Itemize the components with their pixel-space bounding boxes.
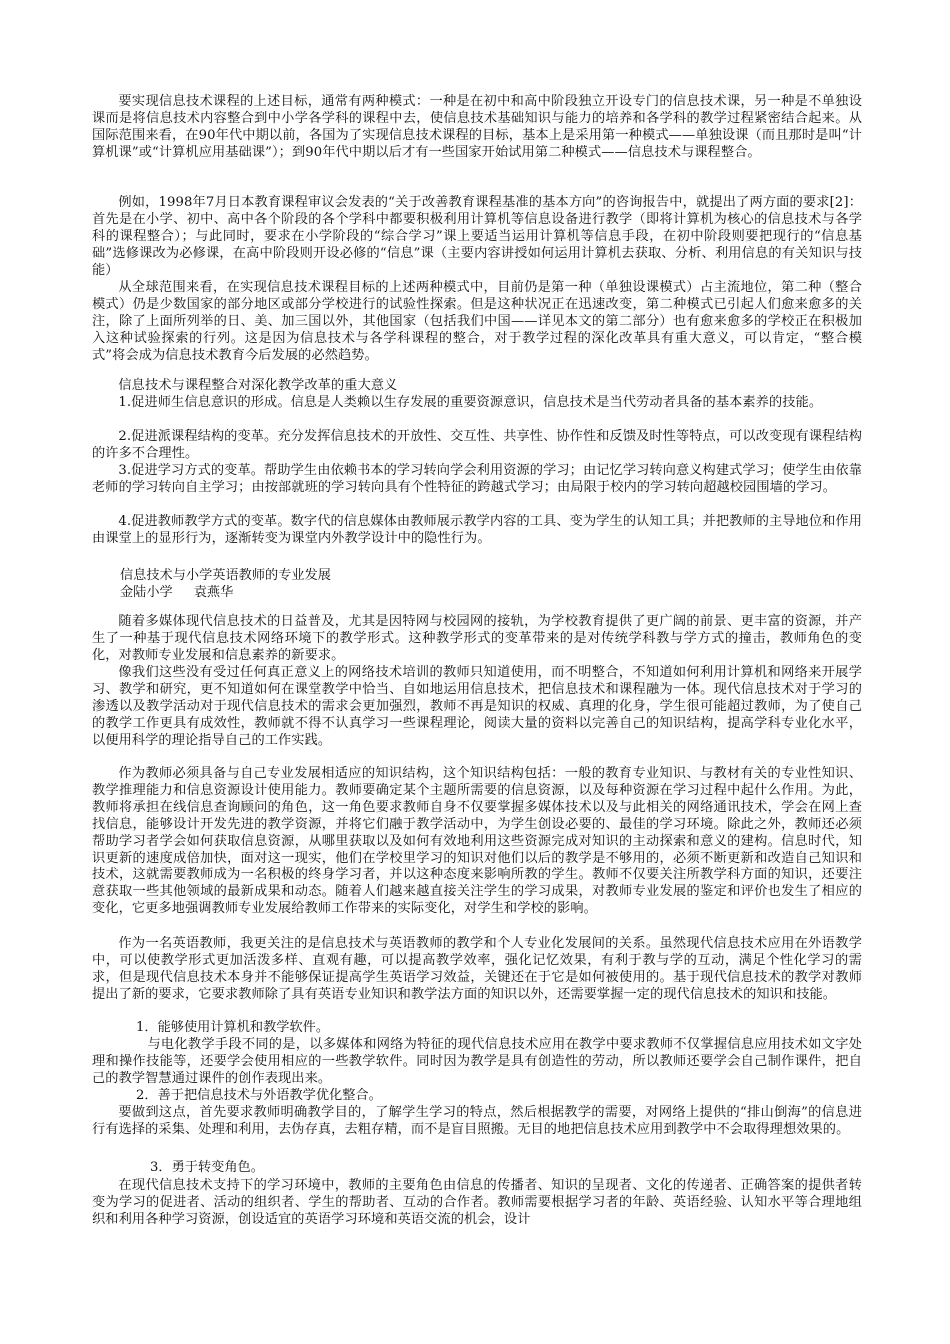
- point-3: 3.促进学习方式的变革。帮助学生由依赖书本的学习转向学会利用资源的学习；由记忆学习转向意义构建式学习；使学生由依靠老师的学习转向自主学习；由按部就班的学习转向具有个性特征的跨越式学习；由局限于校内的学习转向超越校园围墙的学习。: [92, 463, 862, 495]
- point-2: 2.促进派课程结构的变革。充分发挥信息技术的开放性、交互性、共享性、协作性和反馈及时性等特点，可以改变现有课程结构的许多不合理性。: [92, 429, 862, 461]
- subheading-2: 2．善于把信息技术与外语教学优化整合。: [136, 1088, 382, 1103]
- section-heading: 信息技术与课程整合对深化教学改革的重大意义: [118, 378, 398, 393]
- paragraph-13: 要做到这点，首先要求教师明确教学目的，了解学生学习的特点，然后根据教学的需要，对网络上提供的“排山倒海”的信息进行有选择的采集、处理和利用，去伪存真，去粗存精，而不是盲目照搬。无目的地把信息技术应用到教学中不会取得理想效果的。: [92, 1105, 862, 1137]
- subheading-1: 1．能够使用计算机和教学软件。: [136, 1020, 330, 1035]
- paragraph-2: 例如，1998年7月日本教育课程审议会发表的“关于改善教育课程基准的基本方向”的咨询报告中，就提出了两方面的要求[2]：首先是在小学、初中、高中各个阶段的各个学科中都要积极利用计算机等信息设备进行教学（即将计算机为核心的信息技术与各学科的课程整合）；与此同时，要求在小学阶段的“综合学习”课上要适当运用计算机等信息手段，在初中阶段则要把现行的“信息基础”选修课改为必修课，在高中阶段则开设必修的“信息”课（主要内容讲授如何运用计算机去获取、分析、利用信息的有关知识与技能）: [92, 195, 862, 278]
- point-4: 4.促进教师教学方式的变革。数字代的信息媒体由教师展示教学内容的工具、变为学生的认知工具；并把教师的主导地位和作用由课堂上的显形行为，逐渐转变为课堂内外教学设计中的隐性行为。: [92, 514, 862, 546]
- article-author: 金陆小学 袁燕华: [120, 585, 234, 600]
- paragraph-8: 随着多媒体现代信息技术的日益普及，尤其是因特网与校园网的接轨，为学校教育提供了更广阔的前景、更丰富的资源，并产生了一种基于现代信息技术网络环境下的教学形式。这种教学形式的变革带来的是对传统学科教与学方式的撞击，教师角色的变化，对教师专业发展和信息素养的新要求。: [92, 614, 862, 663]
- paragraph-3: 从全球范围来看，在实现信息技术课程目标的上述两种模式中，目前仍是第一种（单独设课模式）占主流地位，第二种（整合模式）仍是少数国家的部分地区或部分学校进行的试验性探索。但是这种状况正在迅速改变，第二种模式已引起人们愈来愈多的关注，除了上面所列举的日、美、加三国以外，其他国家（包括我们中国——详见本文的第二部分）也有愈来愈多的学校正在积极加入这种试验探索的行列。这是因为信息技术与各学科课程的整合，对于教学过程的深化改革具有重大意义，可以肯定，“整合模式”将会成为信息技术教育今后发展的必然趋势。: [92, 280, 862, 363]
- article-title: 信息技术与小学英语教师的专业发展: [120, 568, 331, 583]
- subheading-3: 3．勇于转变角色。: [150, 1160, 264, 1175]
- paragraph-10: 作为教师必须具备与自己专业发展相适应的知识结构，这个知识结构包括：一般的教育专业知识、与教材有关的专业性知识、教学推理能力和信息资源设计使用能力。教师要确定某个主题所需要的信息资源，以及每种资源在学习过程中起什么作用。为此，教师将承担在线信息查询顾问的角色，这一角色要求教师自身不仅要掌握多媒体技术以及与此相关的网络通讯技术，学会在网上查找信息，能够设计开发先进的教学资源，并将它们融于教学活动中，为学生创设必要的、最佳的学习环境。除此之外，教师还必须帮助学习者学会如何获取信息资源，从哪里获取以及如何有效地利用这些资源完成对知识的主动探索和意义的建构。信息时代，知识更新的速度成倍加快，面对这一现实，他们在学校里学习的知识对他们以后的教学是不够用的，必须不断更新和改造自己知识和技术，这就需要教师成为一名积极的终身学习者，并以这种态度来影响所教的学生。教师不仅要关注所教学科方面的知识，还要注意获取一些其他领域的最新成果和动态。随着人们越来越直接关注学生的学习成果，对教师专业发展的鉴定和评价也发生了相应的变化，它更多地强调教师专业发展给教师工作带来的实际变化，对学生和学校的影响。: [92, 766, 862, 917]
- paragraph-1: 要实现信息技术课程的上述目标，通常有两种模式：一种是在初中和高中阶段独立开设专门的信息技术课，另一种是不单独设课而是将信息技术内容整合到中小学各学科的课程中去，使信息技术基础知识与能力的培养和各学科的教学过程紧密结合起来。从国际范围来看，在90年代中期以前，各国为了实现信息技术课程的目标，基本上是采用第一种模式——单独设课（而且那时是叫“计算机课”或“计算机应用基础课”）；到90年代中期以后才有一些国家开始试用第二种模式——信息技术与课程整合。: [92, 94, 862, 160]
- paragraph-9: 像我们这些没有受过任何真正意义上的网络技术培训的教师只知道使用，而不明整合，不知道如何利用计算机和网络来开展学习、教学和研究，更不知道如何在课堂教学中恰当、自如地运用信息技术，把信息技术和课程融为一体。现代信息技术对于学习的渗透以及教学活动对于现代信息技术的需求会更加强烈，教师不再是知识的权威、真理的化身，学生很可能超过教师，为了使自己的教学工作更具有成效性，教师就不得不认真学习一些课程理论，阅读大量的资料以完善自己的知识结构，提高学科专业化水平，以便用科学的理论指导自己的工作实践。: [92, 665, 862, 748]
- paragraph-14: 在现代信息技术支持下的学习环境中，教师的主要角色由信息的传播者、知识的呈现者、文化的传递者、正确答案的提供者转变为学习的促进者、活动的组织者、学生的帮助者、互动的合作者。教师需要根据学习者的年龄、英语经验、认知水平等合理地组织和利用各种学习资源，创设适宜的英语学习环境和英语交流的机会，设计: [92, 1178, 862, 1227]
- paragraph-11: 作为一名英语教师，我更关注的是信息技术与英语教师的教学和个人专业化发展间的关系。虽然现代信息技术应用在外语教学中，可以使教学形式更加活泼多样、直观有趣，可以提高教学效率，强化记忆效果，有利于教与学的互动，满足个性化学习的需求，但是现代信息技术本身并不能够保证提高学生英语学习效益，关键还在于它是如何被使用的。基于现代信息技术的教学对教师提出了新的要求，它要求教师除了具有英语专业知识和教学法方面的知识以外，还需要掌握一定的现代信息技术的知识和技能。: [92, 936, 862, 1002]
- point-1: 1.促进师生信息意识的形成。信息是人类赖以生存发展的重要资源意识，信息技术是当代劳动者具备的基本素养的技能。: [118, 395, 823, 410]
- paragraph-12: 与电化教学手段不同的是，以多媒体和网络为特征的现代信息技术应用在教学中要求教师不仅掌握信息应用技术如文字处理和操作技能等，还要学会使用相应的一些教学软件。同时因为教学是具有创造性的劳动，所以教师还要学会自己制作课件，把自己的教学智慧通过课件的创作表现出来。: [92, 1037, 862, 1086]
